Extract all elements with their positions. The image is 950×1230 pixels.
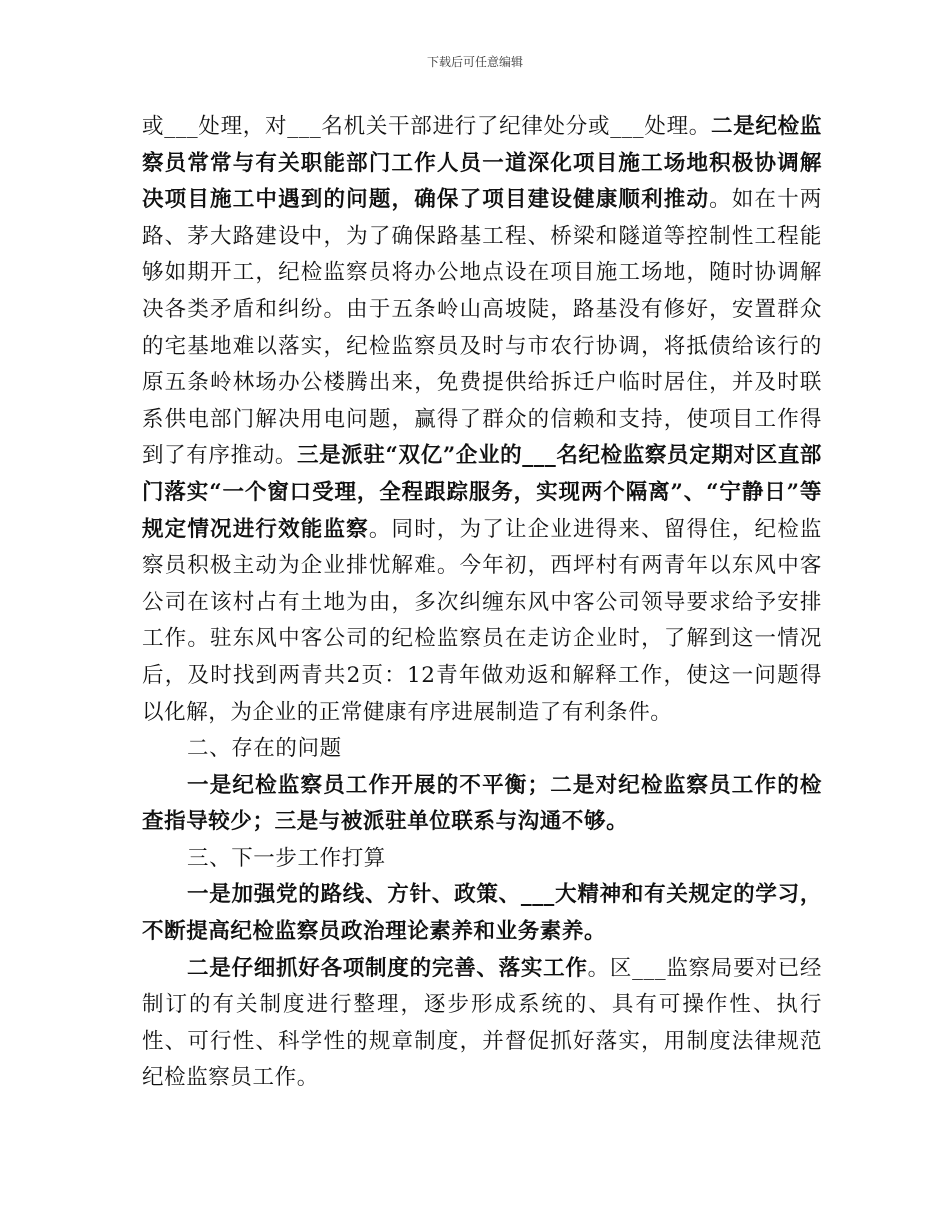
paragraph-1 <box>142 109 822 731</box>
paragraph-3: 一是加强党的路线、方针、政策、___大精神和有关规定的学习，不断提高纪检监察员政治理论素养和业务素养。 <box>142 882 822 945</box>
section-heading-2: 二、存在的问题 <box>187 736 342 762</box>
text-run: 。区___监察局要对已经制订的有关制度进行整理，逐步形成系统的、具有可操作性、执行性、可行性、科学性的规章制度，并督促抓好落实，用制度法律规范纪检监察员工作。 <box>142 955 822 1091</box>
document-body <box>142 109 822 1097</box>
text-run-bold: 三是派驻“双亿”企业的___名纪检监察员定期对区直部门落实“一个窗口受理，全程跟踪服务，实现两个隔离”、“宁静日”等规定情况进行效能监察 <box>142 443 822 542</box>
text-run: 。同时，为了让企业进得来、留得住，纪检监察员积极主动为企业排忧解难。今年初，西坪村有两青年以东风中客公司在该村占有土地为由，多次纠缠东风中客公司领导要求给予安排工作。驻东风中客公司的纪检监察员在走访企业时，了解到这一情况后，及时找到两青共2页：12青年做劝返和解释工作，使这一问题得以化解，为企业的正常健康有序进展制造了有利条件。 <box>142 516 822 725</box>
section-heading-3: 三、下一步工作打算 <box>187 845 386 871</box>
text-run: 。如在十两路、茅大路建设中，为了确保路基工程、桥梁和隧道等控制性工程能够如期开工，纪检监察员将办公地点设在项目施工场地，随时协调解决各类矛盾和纠纷。由于五条岭山高坡陡，路基没有修好，安置群众的宅基地难以落实，纪检监察员及时与市农行协调，将抵债给该行的原五条岭林场办公楼腾出来，免费提供给拆迁户临时居住，并及时联系供电部门解决用电问题，赢得了群众的信赖和支持，使项目工作得到了有序推动。 <box>142 187 822 469</box>
text-run: 或___处理，对___名机关干部进行了纪律处分或___处理。 <box>142 114 712 139</box>
text-run-bold: 二是纪检监察员常常与有关职能部门工作人员一道深化项目施工场地积极协调解决项目施工中遇到的问题，确保了项目建设健康顺利推动 <box>142 114 822 213</box>
paragraph-4 <box>142 951 822 1097</box>
text-run-bold: 二是仔细抓好各项制度的完善、落实工作 <box>187 955 588 981</box>
paragraph-2: 一是纪检监察员工作开展的不平衡；二是对纪检监察员工作的检查指导较少；三是与被派驻单位联系与沟通不够。 <box>142 772 822 835</box>
page-header: 下载后可任意编辑 <box>426 55 523 69</box>
